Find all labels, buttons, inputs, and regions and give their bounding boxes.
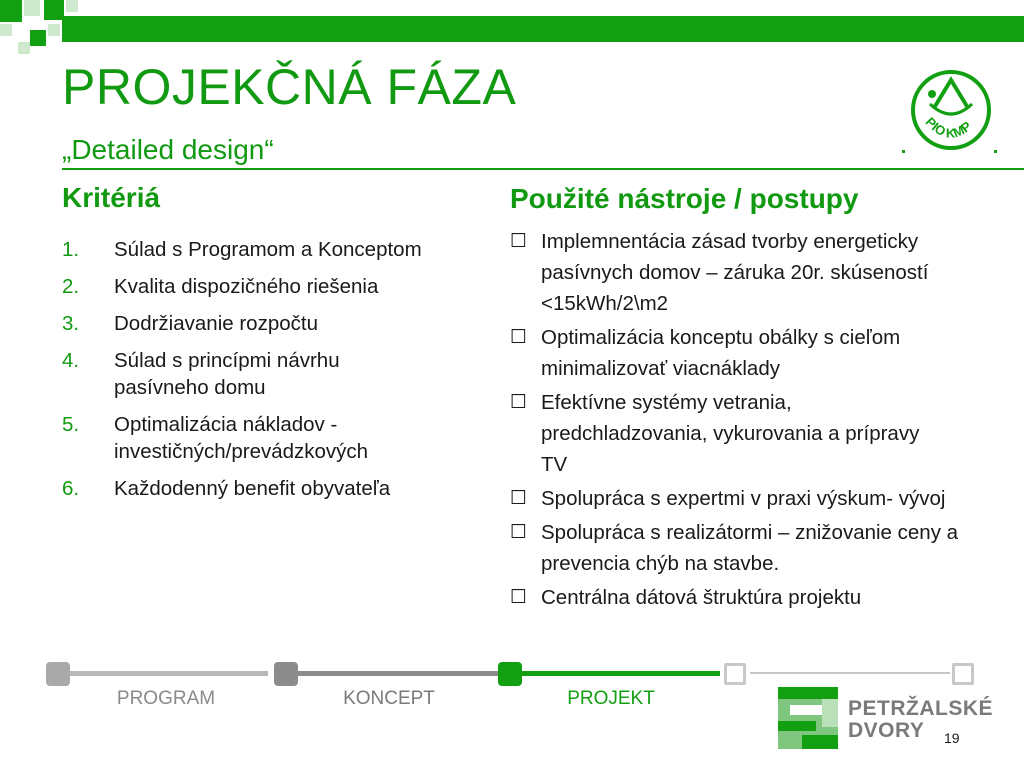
step-node-koncept[interactable] <box>274 662 298 686</box>
item-number: 3. <box>62 312 80 335</box>
criteria-list <box>62 236 502 512</box>
list-item <box>62 411 502 465</box>
checkbox-bullet-icon: ☐ <box>510 392 528 413</box>
step-label-program[interactable]: PROGRAM <box>116 688 216 709</box>
item-text: Súlad s Programom a Konceptom <box>114 238 422 261</box>
page-number: 19 <box>944 730 960 746</box>
item-number: 2. <box>62 275 80 298</box>
item-text: Spolupráca s realizátormi – znižovanie ceny a prevencia chýb na stavbe. <box>541 521 959 575</box>
page-title: PROJEKČNÁ FÁZA <box>62 59 517 115</box>
progress-line <box>522 671 720 676</box>
item-text: Centrálna dátová štruktúra projektu <box>541 586 862 609</box>
criteria-heading: Kritériá <box>62 182 161 213</box>
list-item <box>62 347 502 401</box>
checkbox-bullet-icon: ☐ <box>510 327 528 348</box>
item-text: Optimalizácia nákladov - investičných/prevádzkových <box>114 413 369 463</box>
step-label-koncept[interactable]: KONCEPT <box>343 688 435 709</box>
logo-text-line2: DVORY <box>848 719 925 742</box>
step-label-projekt[interactable]: PROJEKT <box>567 688 655 709</box>
list-item <box>510 322 1010 384</box>
step-node-projekt[interactable] <box>498 662 522 686</box>
item-text: Dodržiavanie rozpočtu <box>114 312 318 335</box>
header-bar <box>62 16 1024 42</box>
item-number: 1. <box>62 238 80 261</box>
item-text: Spolupráca s expertmi v praxi výskum- vývoj <box>541 487 946 510</box>
item-text: Implemnentácia zásad tvorby energeticky pasívnych domov – záruka 20r. skúseností <15kWh/2\m2 <box>541 230 929 315</box>
item-text: Optimalizácia konceptu obálky s cieľom minimalizovať viacnáklady <box>541 326 901 380</box>
item-number: 5. <box>62 413 80 436</box>
step-node-5[interactable] <box>952 663 974 685</box>
checkbox-bullet-icon: ☐ <box>510 522 528 543</box>
item-text: Súlad s princípmi návrhu pasívneho domu <box>114 349 340 399</box>
list-item <box>62 236 502 263</box>
list-item <box>510 387 1010 480</box>
list-item <box>62 273 502 300</box>
checkbox-bullet-icon: ☐ <box>510 231 528 252</box>
checkbox-bullet-icon: ☐ <box>510 488 528 509</box>
tools-list <box>510 226 1010 616</box>
progress-line <box>298 671 498 676</box>
item-text: Každodenný benefit obyvateľa <box>114 477 391 500</box>
item-text: Kvalita dispozičného riešenia <box>114 275 379 298</box>
item-number: 4. <box>62 349 80 372</box>
step-node-4[interactable] <box>724 663 746 685</box>
logo-text-line1: PETRŽALSKÉ <box>848 697 994 720</box>
title-divider <box>62 168 1024 170</box>
page-subtitle: „Detailed design“ <box>62 134 274 165</box>
list-item <box>62 310 502 337</box>
svg-text:PIO KMP: PIO KMP <box>922 114 975 141</box>
item-number: 6. <box>62 477 80 500</box>
step-node-program[interactable] <box>46 662 70 686</box>
list-item <box>510 517 1010 579</box>
progress-line <box>70 671 268 676</box>
progress-line <box>750 672 950 674</box>
list-item <box>62 475 502 502</box>
tools-heading: Použité nástroje / postupy <box>510 183 859 214</box>
checkbox-bullet-icon: ☐ <box>510 587 528 608</box>
list-item <box>510 226 1010 319</box>
list-item <box>510 483 1010 514</box>
list-item <box>510 582 1010 613</box>
item-text: Efektívne systémy vetrania, predchladzovania, vykurovania a prípravy TV <box>541 391 920 476</box>
pio-kmp-logo <box>902 68 1000 158</box>
